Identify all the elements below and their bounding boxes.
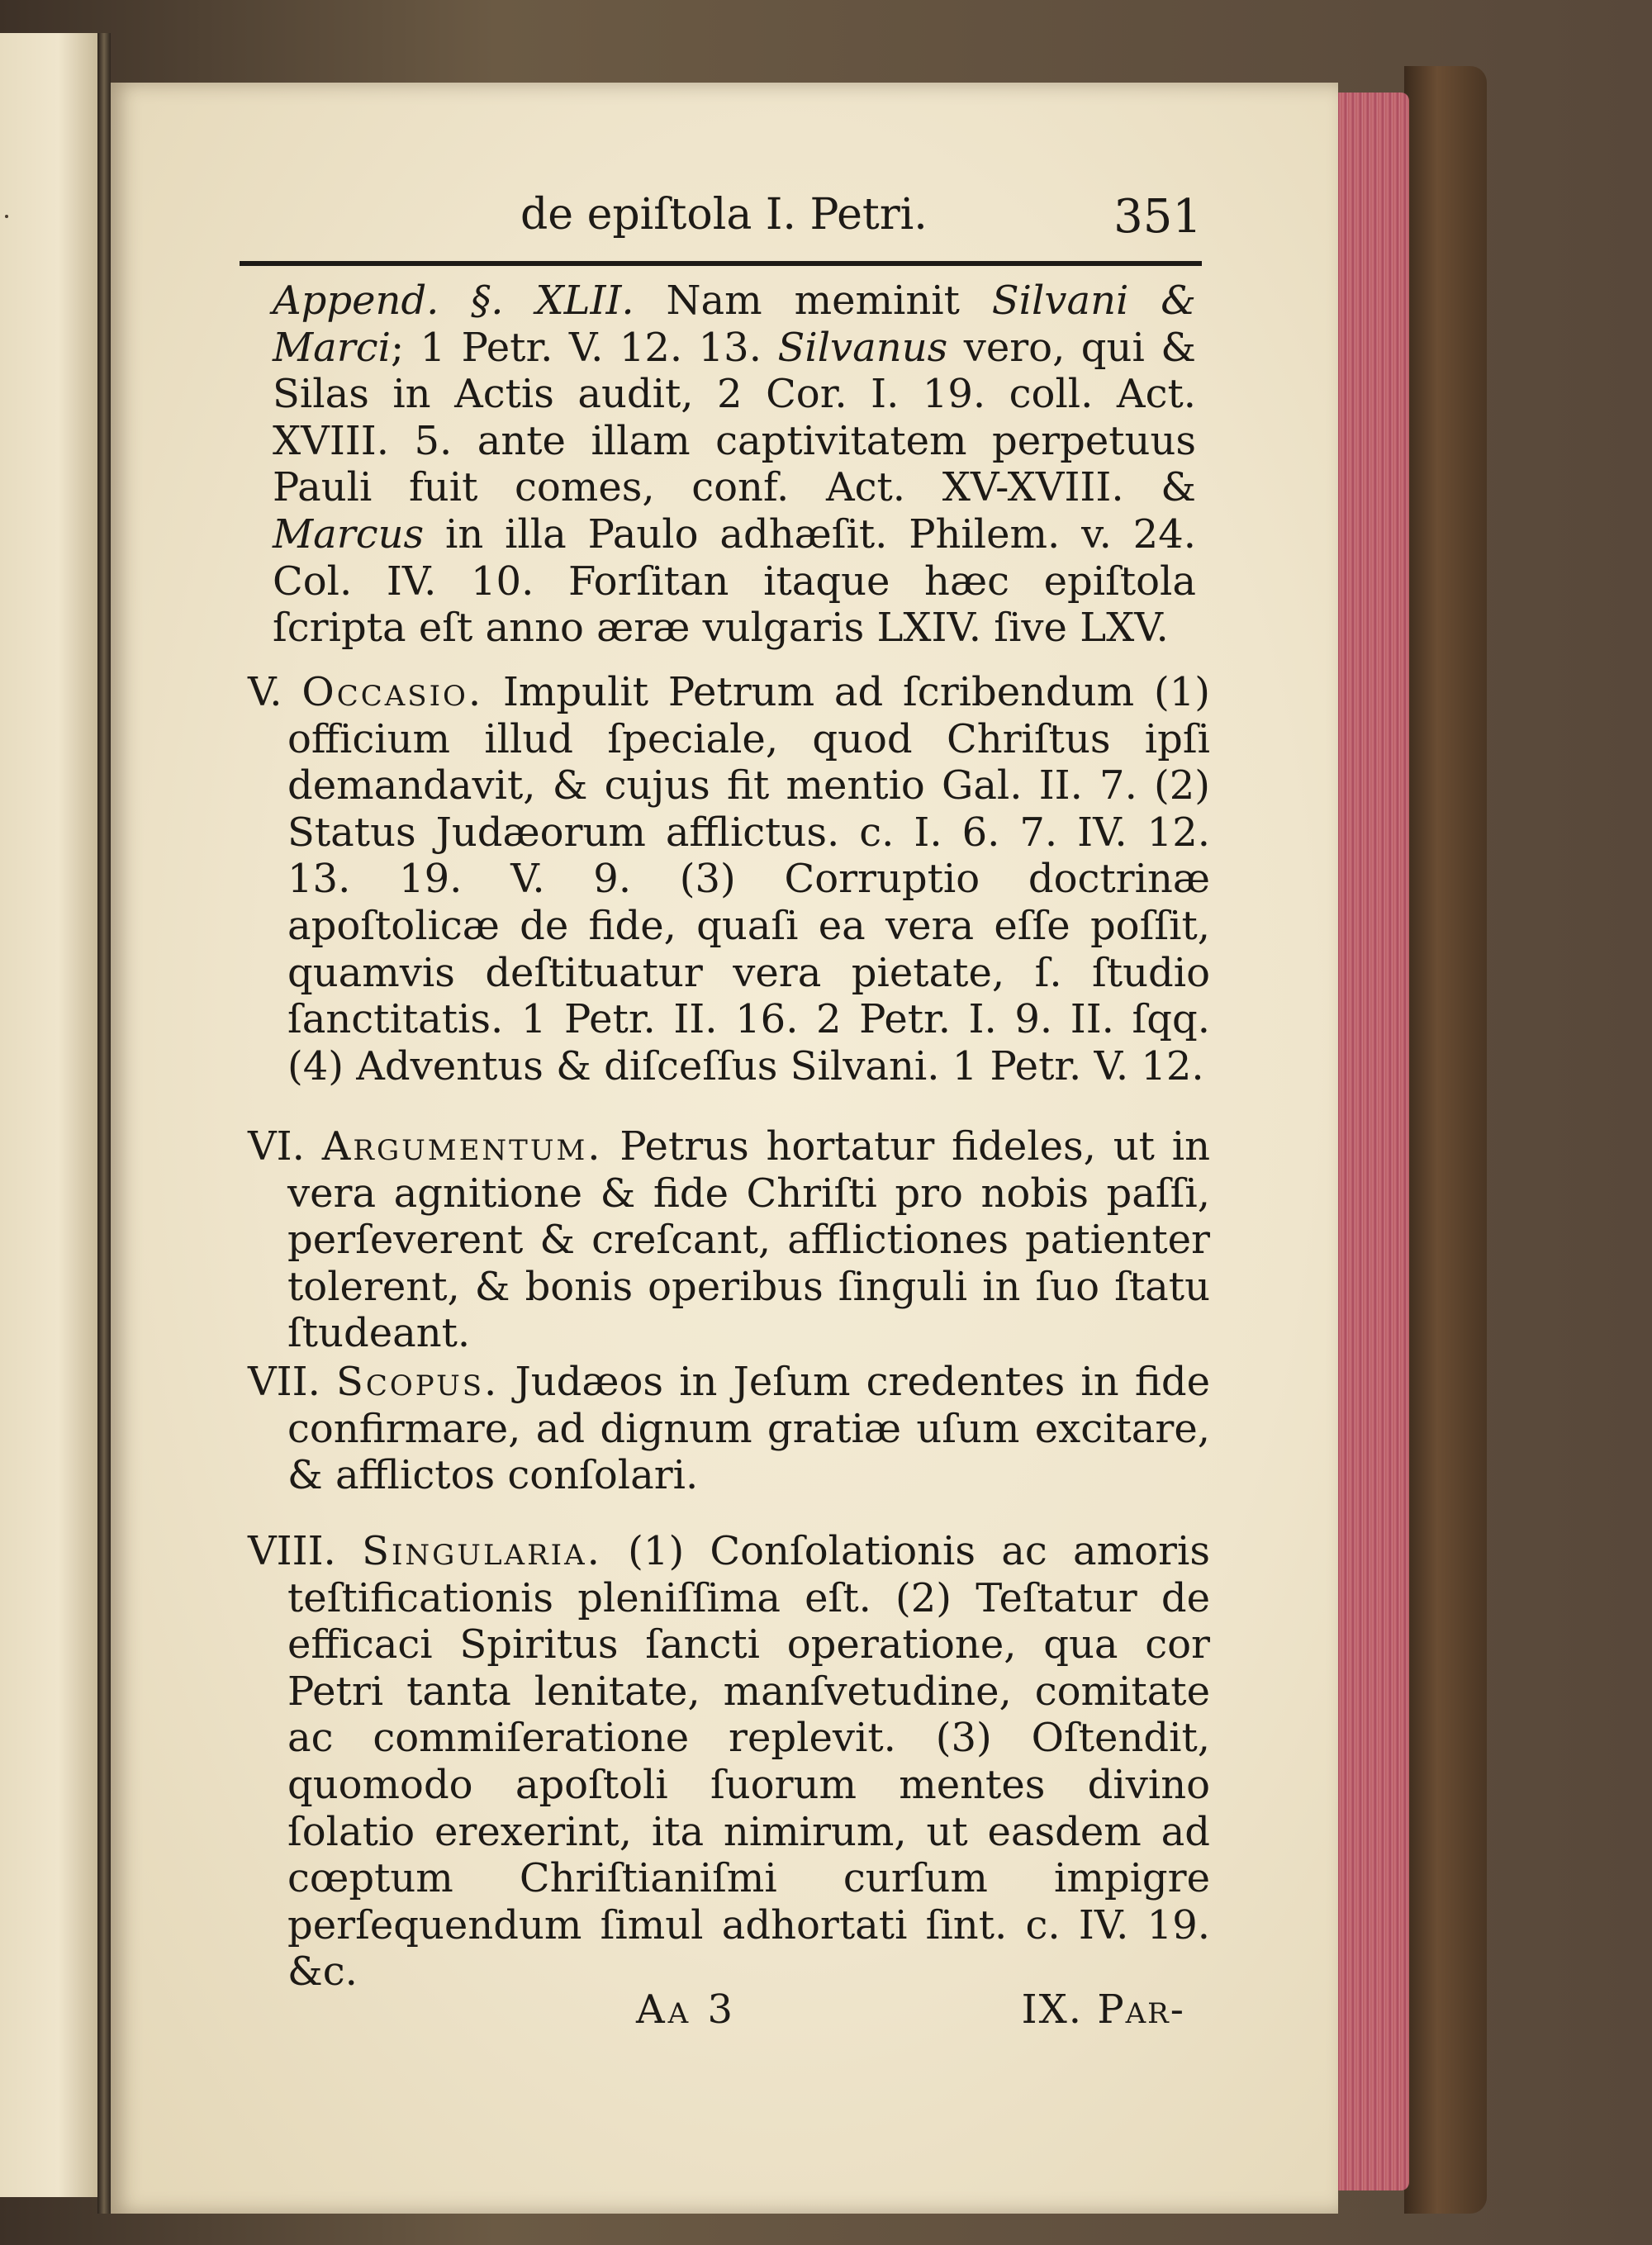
facing-page-edge	[0, 33, 100, 2197]
section-number: VI.	[248, 1123, 305, 1170]
signature-mark: Aa 3	[636, 1986, 737, 2033]
silvanus: Silvanus	[777, 324, 948, 371]
section-body: Judæos in Jeſum credentes in fide confirmare, ad dignum gratiæ uſum excitare, & afflictos conſolari.	[287, 1359, 1211, 1499]
page-footer	[248, 1986, 1210, 2036]
section-heading: Scopus.	[336, 1359, 500, 1405]
section-number: VIII.	[248, 1528, 336, 1574]
text-b: ; 1 Petr. V. 12. 13.	[390, 324, 778, 371]
text-c: vero, qui & Silas in Actis audit, 2 Cor. I. 19. coll. Act. XVIII. 5. ante illam captivitatem perpetuus Pauli fuit comes, conf. Act. XV-XVIII. &	[273, 324, 1196, 511]
header-rule	[240, 261, 1202, 266]
book-cover-edge	[1404, 66, 1487, 2214]
silvani-marci: Silvani & Marci	[273, 278, 1196, 371]
append-reference: Append. §. XLII.	[273, 278, 634, 324]
section-body: Impulit Petrum ad ſcribendum (1) officium illud ſpeciale, quod Chriſtus ipſi demandavit, & cujus fit mentio Gal. II. 7. (2) Status Judæorum afflictus. c. I. 6. 7. IV. 12. 13. 19. V. 9. (3) Corruptio doctrinæ apoſtolicæ de fide, quaſi ea vera eſſe poſſit, quamvis deſtituatur vera pietate, ſ. ſtudio ſanctitatis. 1 Petr. II. 16. 2 Petr. I. 9. II. ſqq. (4) Adventus & diſceſſus Silvani. 1 Petr. V. 12.	[287, 669, 1210, 1089]
section-heading: Occasio.	[301, 669, 484, 715]
section-number: VII.	[248, 1359, 320, 1405]
red-page-edges	[1332, 93, 1409, 2190]
book-gutter	[97, 33, 111, 2214]
text-d: in illa Paulo adhæſit. Philem. v. 24. Col. IV. 10. Forſitan itaque hæc epiſtola ſcripta eſt anno æræ vulgaris LXIV. ſive LXV.	[273, 510, 1196, 652]
running-head-title: de epiſtola I. Petri.	[520, 190, 928, 240]
section-singularia	[248, 1528, 1210, 1996]
marcus: Marcus	[273, 510, 425, 558]
page-number: 351	[1113, 190, 1202, 244]
text-a: Nam meminit	[634, 278, 992, 324]
section-body: (1) Conſolationis ac amoris teſtificationis pleniſſima eſt. (2) Teſtatur de efficaci Spiritus ſancti operatione, qua cor Petri tanta lenitate, manſvetudine, comitate ac commiſeratione replevit. (3) Oſtendit, quomodo apoſtoli ſuorum mentes divino ſolatio erexerint, ita nimirum, ut easdem ad cœptum Chriſtianiſmi curſum impigre perſequendum ſimul adhortati ſint. c. IV. 19. &c.	[287, 1528, 1210, 1996]
catchword: IX. Par-	[1021, 1986, 1185, 2033]
section-argumentum	[248, 1123, 1210, 1357]
edge-mark	[5, 215, 8, 218]
running-head	[248, 190, 1210, 248]
section-body: Petrus hortatur fideles, ut in vera agnitione & fide Chriſti pro nobis paſſi, perſeverent & creſcant, afflictiones patienter tolerent, & bonis operibus ſinguli in ſuo ſtatu ſtudeant.	[287, 1123, 1211, 1357]
section-number: V.	[248, 669, 282, 715]
continuation-paragraph	[273, 278, 1196, 652]
section-scopus	[248, 1359, 1210, 1499]
section-heading: Singularia.	[362, 1528, 602, 1574]
section-occasio	[248, 669, 1210, 1089]
section-heading: Argumentum.	[321, 1123, 603, 1170]
